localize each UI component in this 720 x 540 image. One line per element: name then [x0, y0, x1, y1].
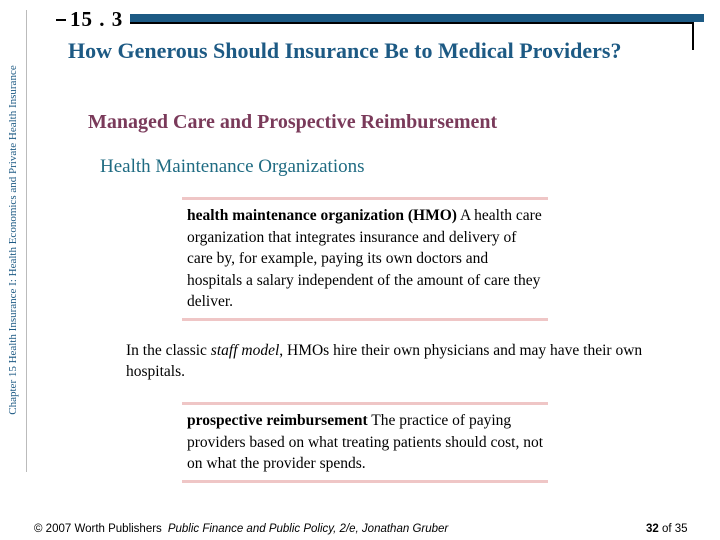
definition-hmo-term: health maintenance organization (HMO) — [187, 207, 457, 224]
definition-box-hmo — [182, 197, 548, 321]
definition-prospective-text — [182, 405, 548, 480]
chapter-side-label-text: Chapter 15 Health Insurance I: Health Economics and Private Health Insurance — [7, 65, 19, 415]
definition-hmo-body: A health care organization that integrates insurance and delivery of care by, for example, paying its own doctors and hospitals a salary independent of the amount of care they deliver. — [187, 207, 542, 310]
header-dash — [56, 19, 66, 21]
page-current: 32 — [646, 523, 659, 535]
slide-title: How Generous Should Insurance Be to Medical Providers? — [68, 38, 622, 63]
paragraph-emphasis: staff model — [210, 342, 280, 359]
slide-subtitle: Managed Care and Prospective Reimbursement — [88, 111, 498, 133]
definition-prospective-body: The practice of paying providers based on what treating patients should cost, not on what the provider spends. — [187, 412, 544, 472]
side-divider — [26, 10, 27, 472]
header-bar-shadow — [130, 22, 692, 24]
section-number: 15 . 3 — [70, 7, 124, 31]
staff-model-paragraph — [126, 340, 646, 382]
page-counter — [646, 523, 688, 535]
page-of: of — [658, 523, 675, 535]
chapter-side-label — [0, 0, 26, 480]
paragraph-pre: In the classic — [126, 342, 211, 359]
footer-book: Public Finance and Public Policy, 2/e, Jonathan Gruber — [167, 523, 449, 535]
header-bar — [130, 14, 704, 22]
section-heading: Health Maintenance Organizations — [100, 156, 365, 177]
page-total: 35 — [674, 523, 688, 535]
header-bar-end — [692, 22, 694, 50]
footer-copyright: © 2007 Worth Publishers — [34, 523, 162, 535]
definition-hmo-text — [182, 200, 548, 318]
paragraph-post: , HMOs hire their own physicians and may have their own hospitals. — [126, 342, 643, 380]
definition-box-prospective — [182, 402, 548, 483]
definition-prospective-term: prospective reimbursement — [187, 412, 368, 429]
footer-credits — [34, 523, 448, 535]
